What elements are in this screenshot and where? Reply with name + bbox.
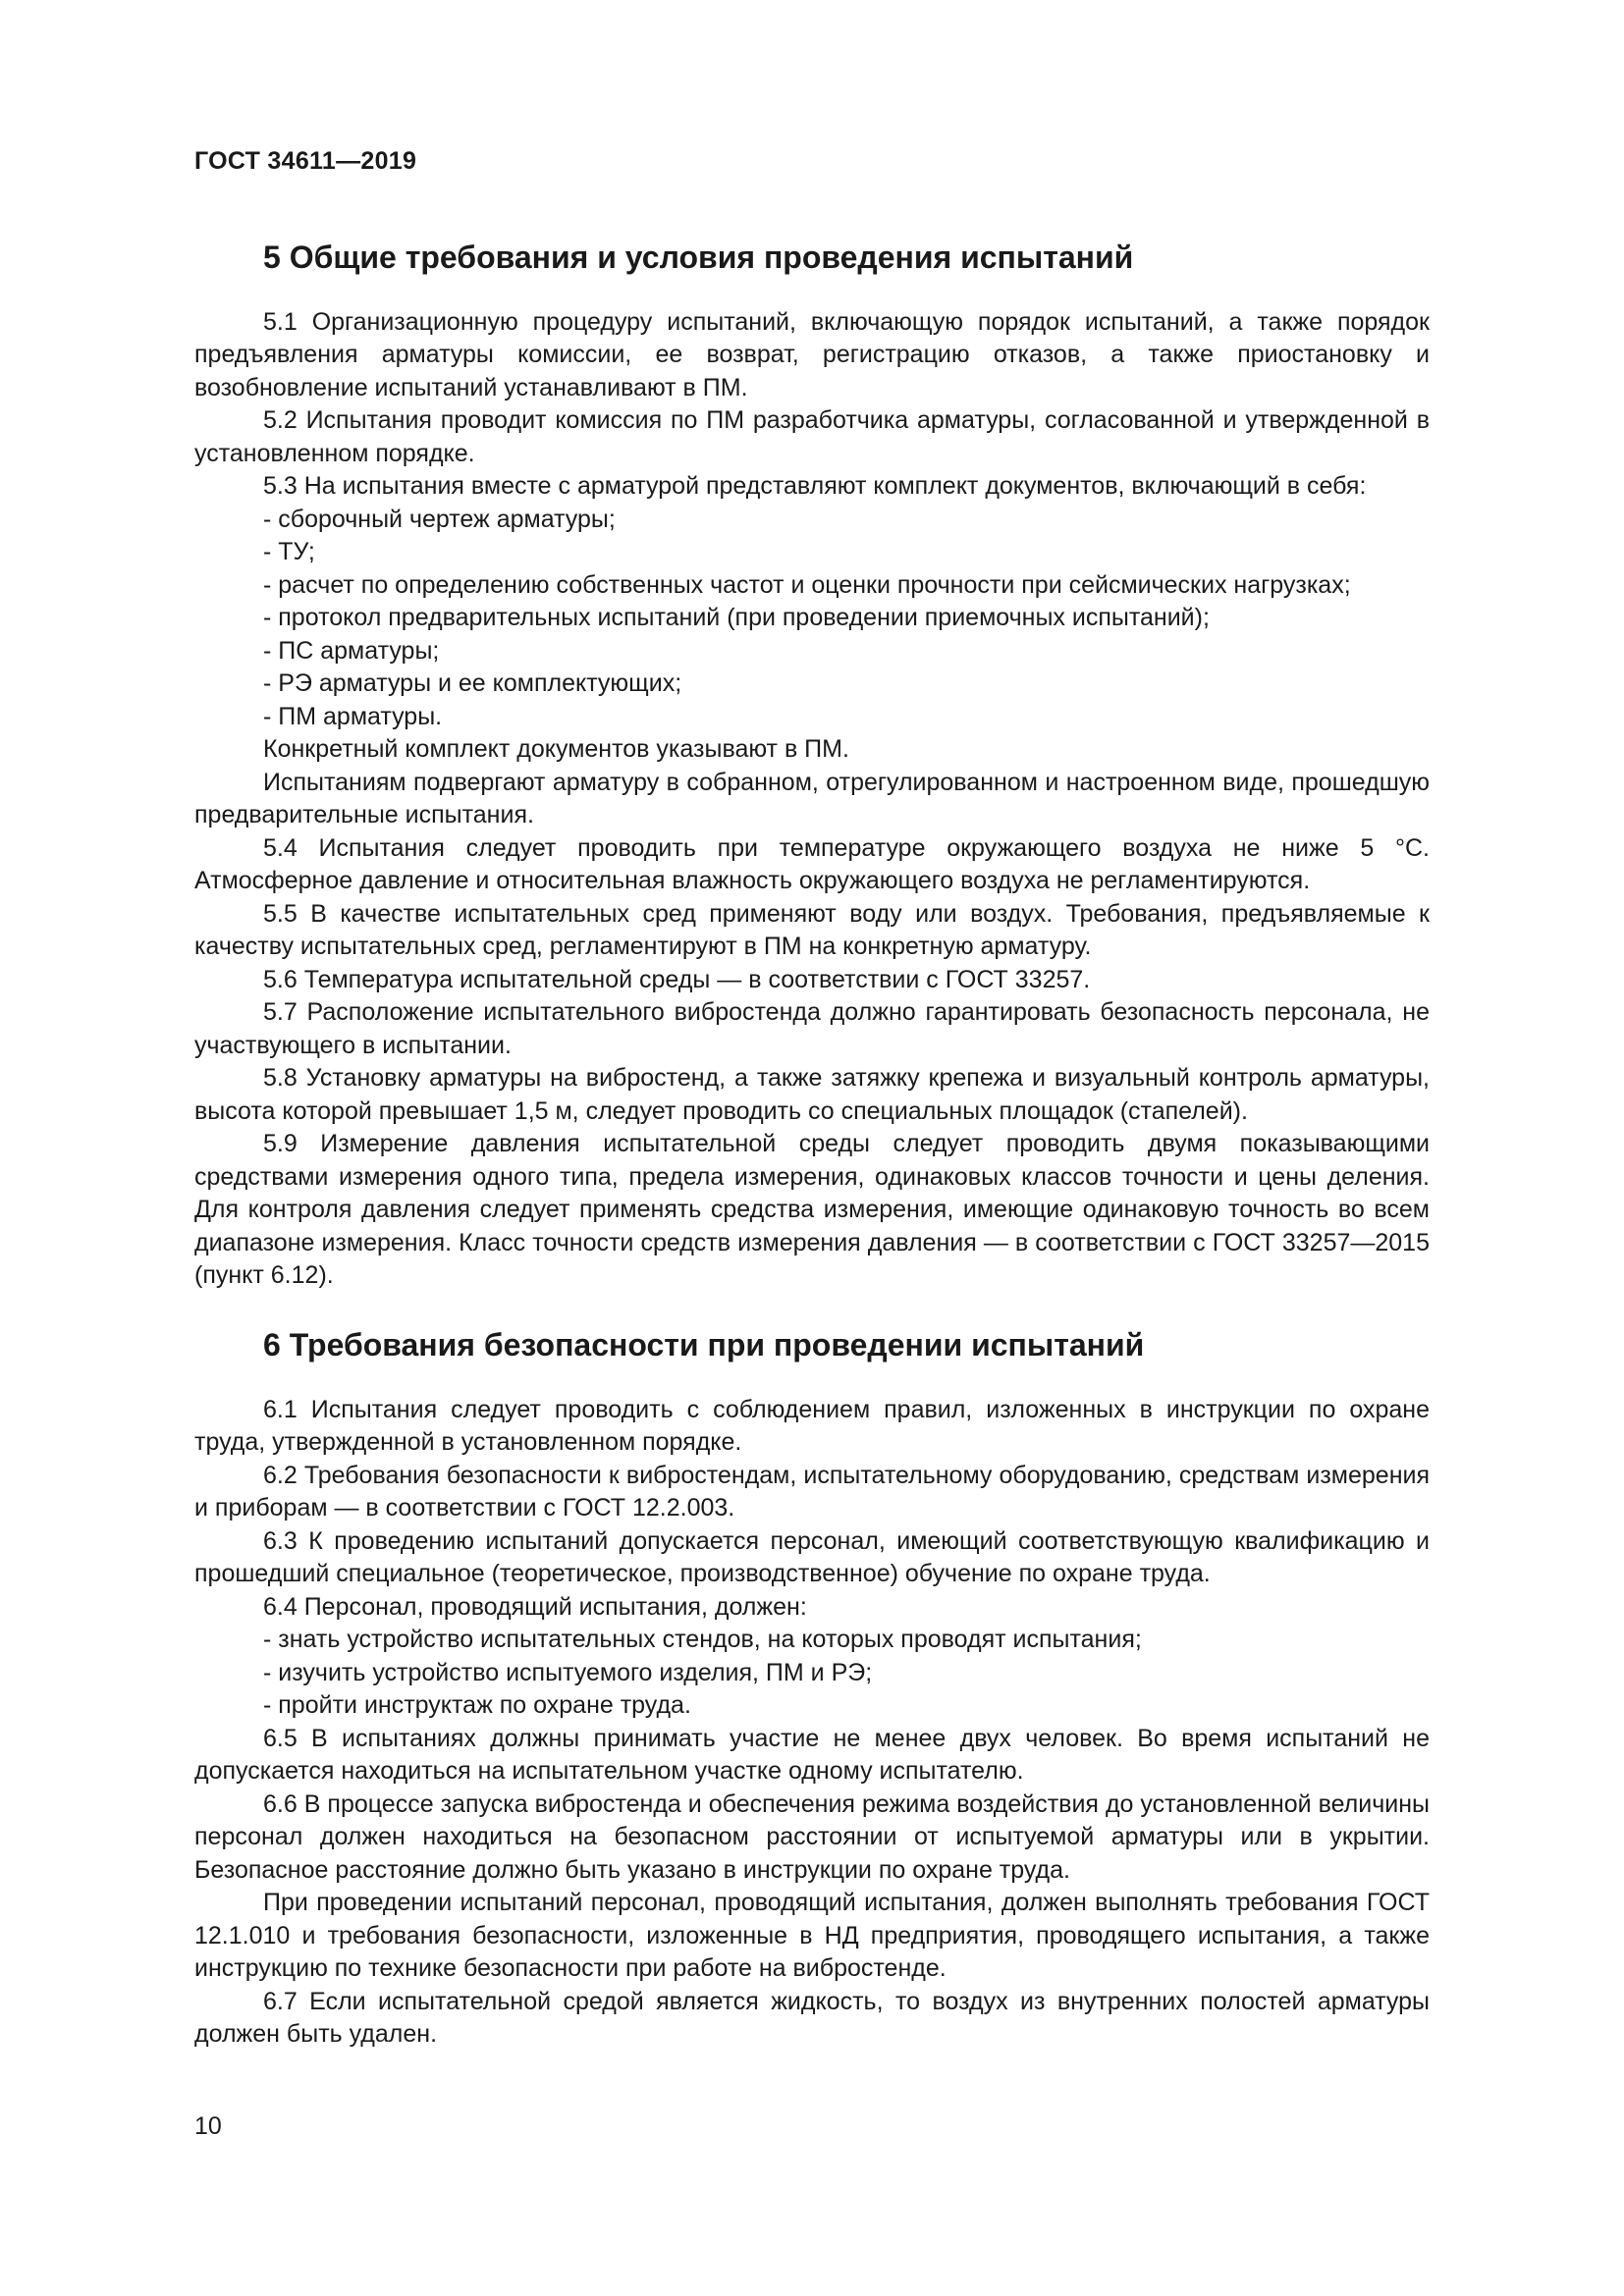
list-item: - ПМ арматуры. [263, 702, 443, 730]
paragraph-5-3a: Конкретный комплект документов указывают в ПМ. [263, 735, 849, 763]
paragraph-5-8: 5.8 Установку арматуры на вибростенд, а также затяжку крепежа и визуальный контроль арматуры, высота которой превышает 1,5 м, следует проводить со специальных площадок (стапелей). [194, 1064, 1430, 1125]
paragraph-5-7: 5.7 Расположение испытательного вибростенда должно гарантировать безопасность персонала, не участвующего в испытании. [194, 998, 1430, 1059]
paragraph-5-1: 5.1 Организационную процедуру испытаний, включающую порядок испытаний, а также порядок предъявления арматуры комиссии, ее возврат, регистрацию отказов, а также приостановку и возобновление испытаний устанавливают в ПМ. [194, 307, 1430, 401]
paragraph-6-7: 6.7 Если испытательной средой является жидкость, то воздух из внутренних полостей арматуры должен быть удален. [194, 1987, 1430, 2048]
page-number: 10 [194, 2112, 222, 2140]
list-item: - протокол предварительных испытаний (при проведении приемочных испытаний); [263, 604, 1210, 631]
paragraph-6-3: 6.3 К проведению испытаний допускается персонал, имеющий соответствующую квалификацию и прошедший специальное (теоретическое, производственное) обучение по охране труда. [194, 1526, 1430, 1587]
paragraph-5-5: 5.5 В качестве испытательных сред применяют воду или воздух. Требования, предъявляемые к качеству испытательных сред, регламентируют в ПМ на конкретную арматуру. [194, 899, 1430, 960]
paragraph-6-5: 6.5 В испытаниях должны принимать участие не менее двух человек. Во время испытаний не допускается находиться на испытательном участке одному испытателю. [194, 1724, 1430, 1785]
paragraph-6-1: 6.1 Испытания следует проводить с соблюдением правил, изложенных в инструкции по охране труда, утвержденной в установленном порядке. [194, 1395, 1430, 1456]
paragraph-6-4: 6.4 Персонал, проводящий испытания, должен: [263, 1592, 807, 1621]
paragraph-6-6: 6.6 В процессе запуска вибростенда и обеспечения режима воздействия до установленной величины персонал должен находиться на безопасном расстоянии от испытуемой арматуры или в укрытии. Безопасное расстояние должно быть указано в инструкции по охране труда. [194, 1789, 1430, 1884]
paragraph-5-9: 5.9 Измерение давления испытательной среды следует проводить двумя показывающими средствами измерения одного типа, предела измерения, одинаковых классов точности и цены деления. Для контроля давления следует применять средства измерения, имеющие одинаковую точность во всем диапазоне измерения. Класс точности средств измерения давления — в соответствии с ГОСТ 33257—2015 (пункт 6.12). [194, 1130, 1430, 1289]
list-item: - расчет по определению собственных частот и оценки прочности при сейсмических нагрузках; [263, 570, 1351, 599]
paragraph-6-6a: При проведении испытаний персонал, проводящий испытания, должен выполнять требования ГОСТ 12.1.010 и требования безопасности, изложенные в НД предприятия, проводящего испытания, а также инструкцию по технике безопасности при работе на вибростенде. [194, 1889, 1430, 1982]
list-item: - ТУ; [263, 538, 315, 565]
list-item: - пройти инструктаж по охране труда. [263, 1691, 691, 1719]
paragraph-5-3: 5.3 На испытания вместе с арматурой представляют комплект документов, включающий в себя: [263, 472, 1367, 500]
document-header: ГОСТ 34611—2019 [194, 147, 417, 175]
paragraph-5-2: 5.2 Испытания проводит комиссия по ПМ разработчика арматуры, согласованной и утвержденной в установленном порядке. [194, 406, 1430, 467]
list-item: - знать устройство испытательных стендов, на которых проводят испытания; [263, 1626, 1142, 1653]
paragraph-6-2: 6.2 Требования безопасности к вибростендам, испытательному оборудованию, средствам измерения и приборам — в соответствии с ГОСТ 12.2.003. [194, 1461, 1430, 1522]
paragraph-5-6: 5.6 Температура испытательной среды — в соответствии с ГОСТ 33257. [263, 965, 1091, 993]
list-item: - сборочный чертеж арматуры; [263, 505, 616, 533]
paragraph-5-3b: Испытаниям подвергают арматуру в собранном, отрегулированном и настроенном виде, прошедшую предварительные испытания. [194, 768, 1430, 828]
section-5-title: 5 Общие требования и условия проведения испытаний [263, 239, 1134, 275]
list-item: - РЭ арматуры и ее комплектующих; [263, 669, 682, 697]
list-item: - изучить устройство испытуемого изделия, ПМ и РЭ; [263, 1658, 873, 1686]
section-6-title: 6 Требования безопасности при проведении испытаний [263, 1326, 1145, 1362]
list-item: - ПС арматуры; [263, 636, 440, 665]
paragraph-5-4: 5.4 Испытания следует проводить при температуре окружающего воздуха не ниже 5 °С. Атмосферное давление и относительная влажность окружающего воздуха не регламентируются. [194, 833, 1430, 894]
